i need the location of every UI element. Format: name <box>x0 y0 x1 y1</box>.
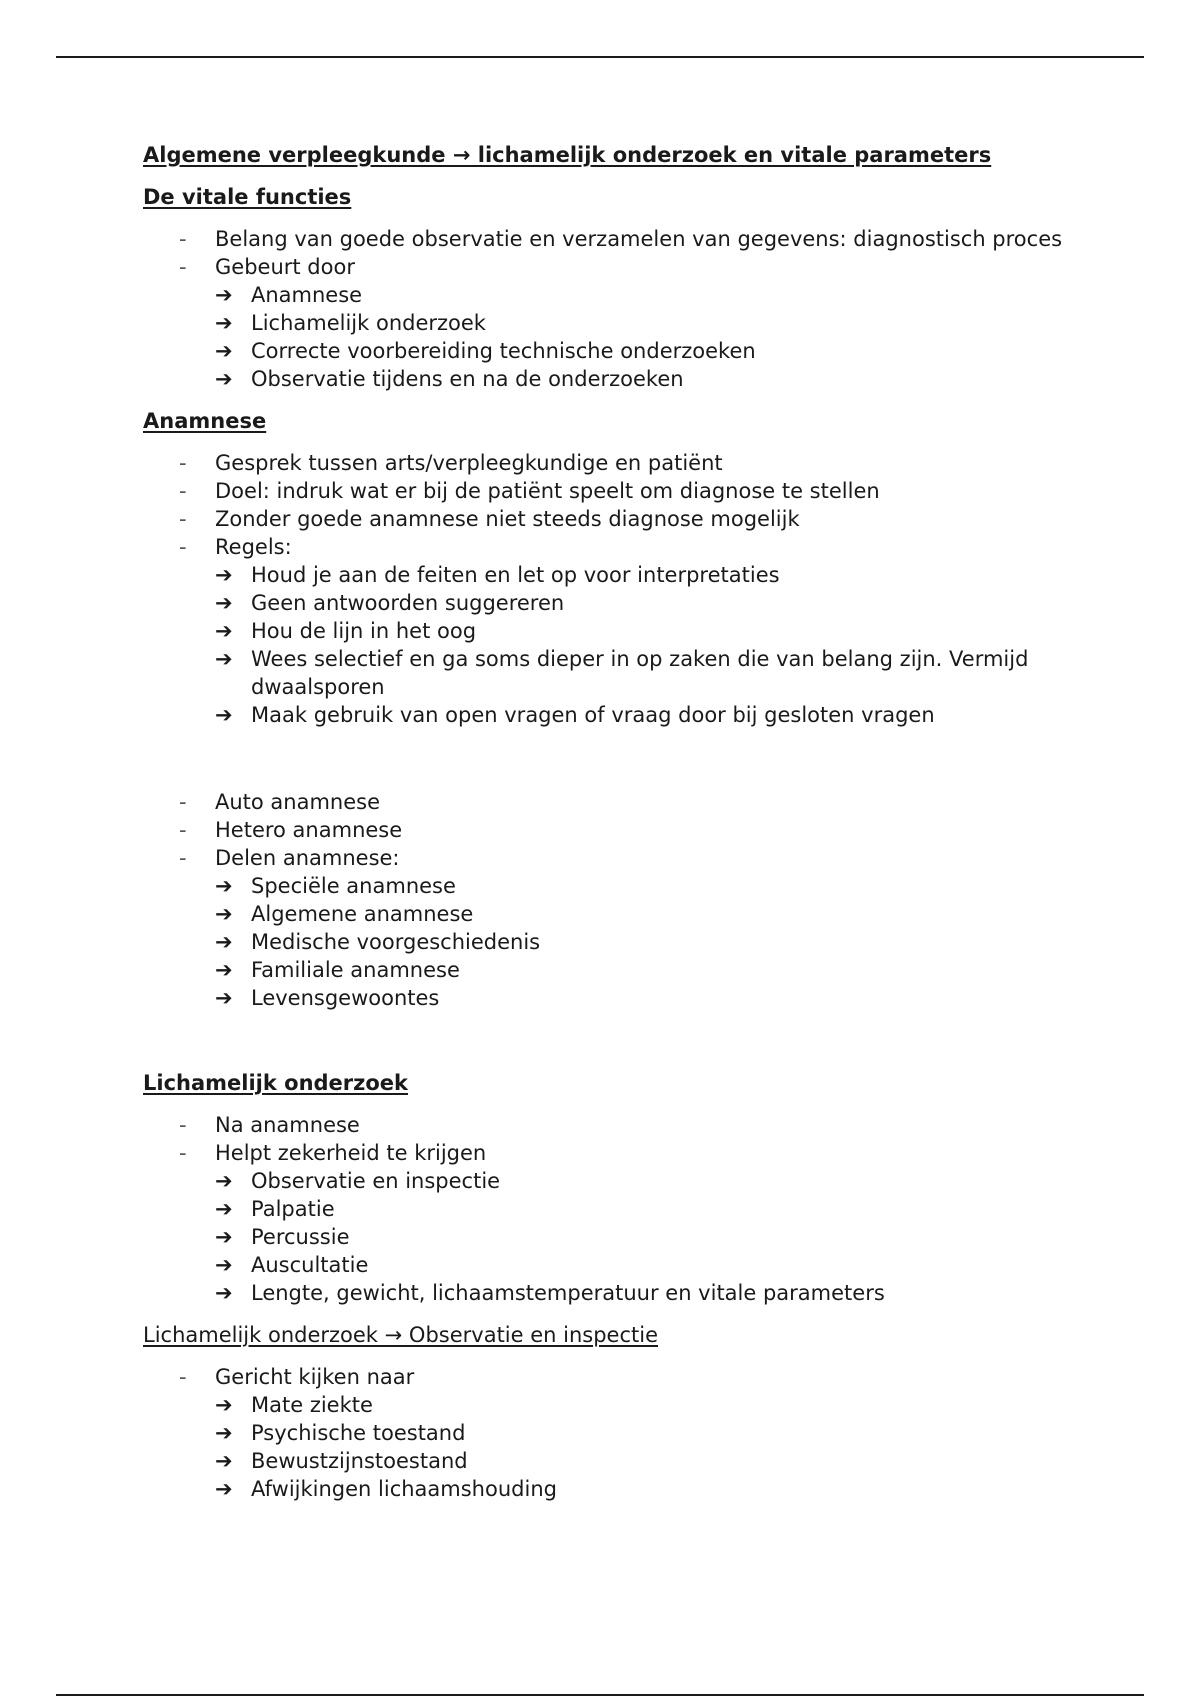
list-item: - Belang van goede observatie en verzamelen van gegevens: diagnostisch proces <box>179 227 1063 251</box>
arrow-icon: ➔ <box>215 619 233 643</box>
anamnese-types-list <box>143 788 1063 1012</box>
list-item: - Doel: indruk wat er bij de patiënt speelt om diagnose te stellen <box>179 479 880 503</box>
arrow-icon: ➔ <box>215 1197 233 1221</box>
dash-bullet: - <box>179 818 187 842</box>
list-item: - Hetero anamnese <box>179 818 403 842</box>
arrow-icon: ➔ <box>215 703 233 727</box>
arrow-item: ➔ Maak gebruik van open vragen of vraag door bij gesloten vragen <box>215 703 935 727</box>
arrow-icon: ➔ <box>215 283 233 307</box>
arrow-icon: ➔ <box>215 1477 233 1501</box>
arrow-item: ➔ Percussie <box>215 1225 350 1249</box>
arrow-icon: ➔ <box>215 902 233 926</box>
arrow-icon: ➔ <box>215 591 233 615</box>
list-item: - Gesprek tussen arts/verpleegkundige en patiënt <box>179 451 723 475</box>
arrow-item: ➔ Anamnese <box>215 283 363 307</box>
list-item: - Delen anamnese: <box>179 846 400 870</box>
dash-bullet: - <box>179 535 187 559</box>
arrow-item: ➔ Palpatie <box>215 1197 335 1221</box>
document-body <box>143 141 1063 1503</box>
arrow-icon: ➔ <box>215 1393 233 1417</box>
arrow-item: ➔ Correcte voorbereiding technische onderzoeken <box>215 339 756 363</box>
arrow-item: ➔ Psychische toestand <box>215 1421 466 1445</box>
lichamelijk-list <box>143 1111 1063 1307</box>
dash-bullet: - <box>179 790 187 814</box>
list-item: - Helpt zekerheid te krijgen <box>179 1141 487 1165</box>
heading-vitale-functies: De vitale functies <box>143 185 352 209</box>
arrow-icon: ➔ <box>215 563 233 587</box>
subheading-observatie-inspectie: Lichamelijk onderzoek → Observatie en inspectie <box>143 1323 659 1347</box>
arrow-item: ➔ Hou de lijn in het oog <box>215 619 477 643</box>
arrow-icon: ➔ <box>215 1449 233 1473</box>
list-item: - Na anamnese <box>179 1113 360 1137</box>
arrow-item: ➔ Speciële anamnese <box>215 874 456 898</box>
arrow-item: ➔ Bewustzijnstoestand <box>215 1449 468 1473</box>
arrow-item: ➔ Wees selectief en ga soms dieper in op zaken die van belang zijn. Vermijd dwaalsporen <box>215 647 1029 699</box>
arrow-icon: ➔ <box>215 1421 233 1445</box>
dash-bullet: - <box>179 1113 187 1137</box>
arrow-icon: ➔ <box>215 1281 233 1305</box>
dash-bullet: - <box>179 227 187 251</box>
arrow-item: ➔ Medische voorgeschiedenis <box>215 930 541 954</box>
header-rule <box>56 56 1144 58</box>
arrow-icon: ➔ <box>215 367 233 391</box>
anamnese-list <box>143 449 1063 729</box>
arrow-icon: ➔ <box>215 1169 233 1193</box>
arrow-item: ➔ Observatie en inspectie <box>215 1169 501 1193</box>
arrow-item: ➔ Lengte, gewicht, lichaamstemperatuur en vitale parameters <box>215 1281 885 1305</box>
spacer <box>143 1012 1063 1069</box>
arrow-icon: ➔ <box>215 1225 233 1249</box>
arrow-item: ➔ Mate ziekte <box>215 1393 373 1417</box>
arrow-icon: ➔ <box>215 1253 233 1277</box>
document-title: Algemene verpleegkunde → lichamelijk onderzoek en vitale parameters <box>143 143 992 167</box>
arrow-item: ➔ Houd je aan de feiten en let op voor interpretaties <box>215 563 780 587</box>
dash-bullet: - <box>179 255 187 279</box>
list-item: - Regels: <box>179 535 292 559</box>
spacer <box>143 729 1063 788</box>
arrow-item: ➔ Levensgewoontes <box>215 986 440 1010</box>
arrow-icon: ➔ <box>215 311 233 335</box>
dash-bullet: - <box>179 507 187 531</box>
list-item: - Zonder goede anamnese niet steeds diagnose mogelijk <box>179 507 800 531</box>
dash-bullet: - <box>179 479 187 503</box>
vitale-list <box>143 225 1063 393</box>
dash-bullet: - <box>179 1365 187 1389</box>
arrow-item: ➔ Auscultatie <box>215 1253 369 1277</box>
arrow-icon: ➔ <box>215 958 233 982</box>
heading-anamnese: Anamnese <box>143 409 267 433</box>
dash-bullet: - <box>179 451 187 475</box>
dash-bullet: - <box>179 846 187 870</box>
arrow-item: ➔ Geen antwoorden suggereren <box>215 591 565 615</box>
arrow-item: ➔ Lichamelijk onderzoek <box>215 311 486 335</box>
arrow-item: ➔ Familiale anamnese <box>215 958 460 982</box>
heading-lichamelijk-onderzoek: Lichamelijk onderzoek <box>143 1071 409 1095</box>
observatie-list <box>143 1363 1063 1503</box>
arrow-icon: ➔ <box>215 339 233 363</box>
arrow-icon: ➔ <box>215 647 233 671</box>
dash-bullet: - <box>179 1141 187 1165</box>
arrow-item: ➔ Algemene anamnese <box>215 902 474 926</box>
footer-rule <box>56 1694 1144 1696</box>
arrow-icon: ➔ <box>215 874 233 898</box>
list-item: - Gebeurt door <box>179 255 355 279</box>
list-item: - Auto anamnese <box>179 790 381 814</box>
arrow-icon: ➔ <box>215 986 233 1010</box>
arrow-icon: ➔ <box>215 930 233 954</box>
arrow-item: ➔ Afwijkingen lichaamshouding <box>215 1477 557 1501</box>
arrow-item: ➔ Observatie tijdens en na de onderzoeken <box>215 367 684 391</box>
list-item: - Gericht kijken naar <box>179 1365 415 1389</box>
